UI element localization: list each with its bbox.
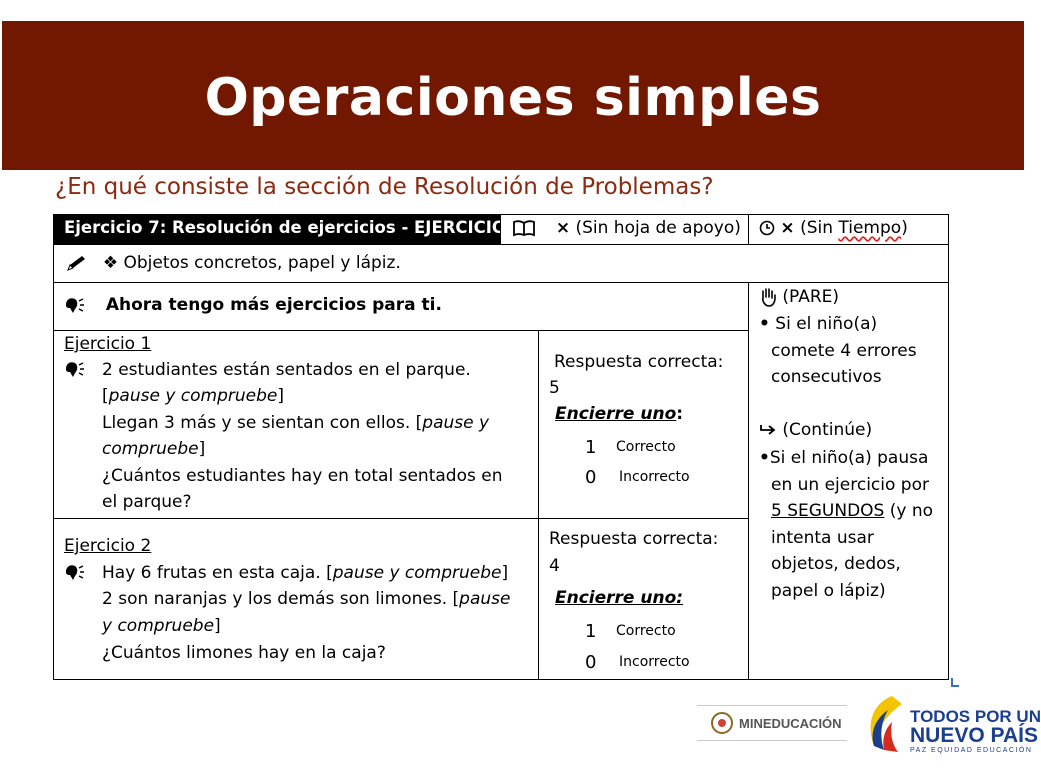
answer-value: 5	[549, 378, 560, 398]
cross-icon: ×	[780, 218, 795, 238]
flag-swoosh-icon	[862, 694, 908, 756]
stop-rule-cell	[748, 282, 949, 680]
option-label: Correcto	[616, 439, 676, 455]
intro-cell	[53, 282, 748, 330]
pause-instruction: pause	[459, 589, 511, 609]
exercise-1-line-1: 2 estudiantes están sentados en el parque.	[102, 360, 471, 380]
pause-instruction: y compruebe	[102, 616, 215, 636]
logo-line-3: PAZ EQUIDAD EDUCACIÓN	[910, 747, 1033, 754]
bracket: ]	[277, 386, 285, 406]
table-header-title-cell	[53, 214, 506, 244]
exercise-1-label: Ejercicio 1	[64, 334, 152, 354]
bracket: ]	[214, 616, 221, 636]
slide-subtitle: ¿En qué consiste la sección de Resolución de Problemas?	[55, 174, 714, 200]
materials-text: Objetos concretos, papel y lápiz.	[123, 253, 401, 273]
no-time-suffix: )	[901, 218, 908, 238]
no-time-cell	[748, 214, 949, 244]
table-header-title: Ejercicio 7: Resolución de ejercicios - EJERCICIO	[64, 218, 506, 237]
continue-line-6: papel o lápiz)	[771, 581, 886, 601]
bracket: ]	[198, 439, 206, 459]
answer-value: 4	[549, 556, 560, 576]
circle-one-label: Encierre uno	[555, 404, 677, 424]
logo-line-2: NUEVO PAÍS	[910, 724, 1038, 747]
clock-icon	[759, 220, 775, 236]
title-bar	[2, 21, 1024, 170]
mineducacion-logo	[697, 705, 847, 741]
exercise-1-line-6: el parque?	[102, 492, 192, 512]
pause-instruction: pause y compruebe	[332, 563, 502, 583]
stop-line-2: comete 4 errores	[771, 341, 917, 361]
exercise-1-line-5: ¿Cuántos estudiantes hay en total sentados en	[102, 466, 503, 486]
arrow-icon	[759, 422, 777, 438]
continue-line-2: en un ejercicio por	[771, 475, 929, 495]
speaker-icon	[64, 360, 86, 378]
todos-por-un-nuevo-pais-logo	[862, 690, 1041, 758]
pause-instruction: compruebe	[102, 439, 199, 459]
exercise-2-line-1: Hay 6 frutas en esta caja. [	[102, 563, 333, 583]
continue-line-4: intenta usar	[771, 528, 874, 548]
circle-one-label: Encierre uno:	[555, 588, 684, 608]
exercise-2-answer-cell	[538, 518, 748, 680]
exercise-1-line-3: Llegan 3 más y se sientan con ellos. [	[102, 413, 423, 433]
stop-line-3: consecutivos	[771, 367, 882, 387]
option-label: Incorrecto	[619, 654, 690, 670]
exercise-2-line-2: 2 son naranjas y los demás son limones. [	[102, 589, 460, 609]
answer-label: Respuesta correcta:	[549, 529, 719, 549]
continue-line-3-rest: (y no	[884, 501, 934, 521]
logo-line-1: TODOS POR UN	[910, 707, 1041, 726]
book-icon	[513, 220, 535, 236]
bracket: [	[102, 386, 109, 406]
mineducacion-text: MINEDUCACIÓN	[739, 715, 842, 731]
no-time-word: Tiempo	[838, 218, 902, 238]
exercise-2-line-4: ¿Cuántos limones hay en la caja?	[102, 643, 386, 663]
bullet-icon: •	[759, 448, 770, 468]
no-support-cell	[500, 214, 748, 244]
hand-icon	[759, 287, 777, 307]
pause-instruction: pause y compruebe	[108, 386, 278, 406]
circle-one-colon: :	[676, 404, 684, 424]
no-time-prefix: (Sin	[800, 218, 839, 238]
bracket: ]	[501, 563, 509, 583]
pencil-icon	[66, 254, 88, 272]
seal-icon	[711, 712, 733, 734]
slide-title: Operaciones simples	[204, 67, 822, 128]
exercise-1-answer-cell	[538, 330, 748, 518]
bullet-icon: •	[759, 314, 770, 334]
speaker-icon	[64, 563, 86, 581]
answer-label: Respuesta correcta:	[554, 352, 724, 372]
intro-text: Ahora tengo más ejercicios para ti.	[105, 295, 442, 315]
score-option[interactable]: 0	[585, 652, 597, 673]
corner-mark	[951, 678, 959, 687]
pause-instruction: pause y	[422, 413, 490, 433]
score-option[interactable]: 1	[585, 437, 597, 458]
exercise-2-label: Ejercicio 2	[64, 536, 152, 556]
exercise-2-cell	[53, 518, 538, 680]
materials-cell	[53, 244, 949, 282]
option-label: Incorrecto	[619, 469, 690, 485]
cross-icon: ×	[555, 218, 571, 238]
pare-label: (PARE)	[782, 287, 840, 307]
option-label: Correcto	[616, 623, 676, 639]
continue-line-5: objetos, dedos,	[771, 554, 901, 574]
no-support-label: (Sin hoja de apoyo)	[575, 218, 741, 238]
score-option[interactable]: 1	[585, 621, 597, 642]
score-option[interactable]: 0	[585, 467, 597, 488]
continue-line-1: Si el niño(a) pausa	[769, 448, 929, 468]
speaker-icon	[64, 296, 86, 314]
stop-line-1: Si el niño(a)	[775, 314, 878, 334]
continue-line-3-underlined: 5 SEGUNDOS	[771, 501, 885, 521]
exercise-table	[53, 214, 949, 680]
diamond-bullet-icon: ❖	[102, 253, 119, 273]
continue-label: (Continúe)	[782, 420, 873, 440]
exercise-1-cell	[53, 330, 538, 518]
